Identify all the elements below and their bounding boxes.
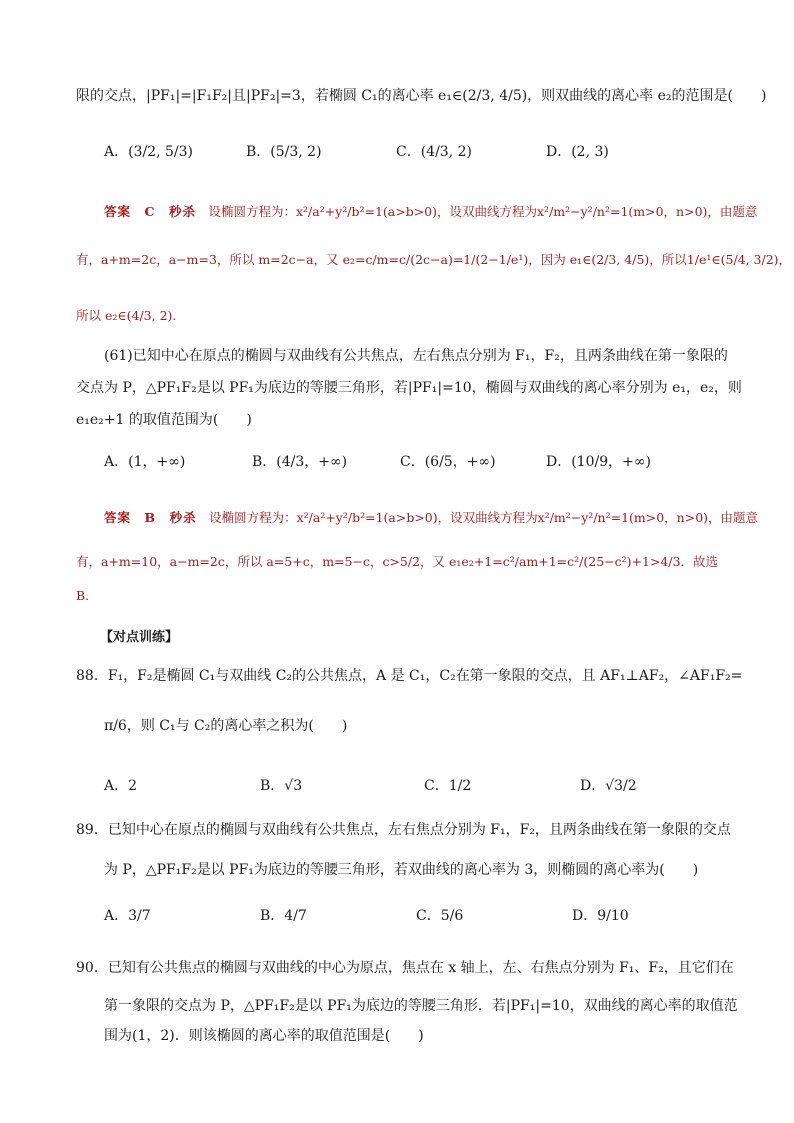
option-d: D．√3/2	[580, 778, 637, 794]
question-number: 88．	[76, 668, 108, 684]
question-90-line: 第一象限的交点为 P，△PF₁F₂是以 PF₁为底边的等腰三角形．若|PF₁|=10，双曲线的离心率的取值范	[104, 998, 738, 1014]
answer-line: 所以 e₂∈(4/3, 2).	[76, 308, 177, 323]
question-line: 已知有公共焦点的椭圆与双曲线的中心为原点，焦点在 x 轴上，左、右焦点分别为 F₁、F₂，且它们在	[107, 960, 734, 976]
option-c: C．(4/3, 2)	[396, 144, 472, 160]
option-b: B．(5/3, 2)	[246, 144, 322, 160]
question-89-line: 为 P，△PF₁F₂是以 PF₁为底边的等腰三角形，若双曲线的离心率为 3，则椭圆的离心率为( )	[104, 862, 699, 878]
question-90-line: 围为(1，2)．则该椭圆的离心率的取值范围是( )	[104, 1028, 424, 1044]
answer-line: 有，a+m=2c，a−m=3，所以 m=2c−a，又 e₂=c/m=c/(2c−a)=1/(2−1/e¹)，因为 e₁∈(2/3, 4/5)，所以1/e¹∈(5/4, 3/2)，	[76, 252, 792, 267]
question-61-line: (61)已知中心在原点的椭圆与双曲线有公共焦点，左右焦点分别为 F₁，F₂，且两条曲线在第一象限的	[104, 348, 728, 364]
question-continuation-line: 限的交点，|PF₁|=|F₁F₂|且|PF₂|=3，若椭圆 C₁的离心率 e₁∈(2/3, 4/5)，则双曲线的离心率 e₂的范围是( )	[76, 88, 767, 104]
question-number: 89．	[76, 822, 108, 838]
question-88	[76, 666, 743, 686]
answer-block-2	[104, 508, 759, 528]
question-90	[76, 958, 734, 978]
question-61-line: e₁e₂+1 的取值范围为( )	[76, 412, 252, 428]
option-a: A．3/7	[104, 908, 151, 924]
option-d: D．9/10	[572, 908, 629, 924]
options-row-88	[104, 776, 724, 816]
question-number: 90．	[76, 960, 108, 976]
section-heading: 【对点训练】	[100, 630, 179, 645]
answer-line: 有，a+m=10，a−m=2c，所以 a=5+c，m=5−c，c>5/2，又 e₁e₂+1=c²/am+1=c²/(25−c²)+1>4/3．故选	[76, 554, 719, 569]
option-c: C．(6/5，+∞)	[400, 454, 496, 470]
options-row-89	[104, 906, 724, 946]
question-89	[76, 820, 731, 840]
option-d: D．(2, 3)	[546, 144, 609, 160]
answer-block-1	[104, 202, 758, 222]
options-row-61	[104, 452, 724, 492]
option-a: A．(1，+∞)	[104, 454, 186, 470]
question-line: F₁，F₂是椭圆 C₁与双曲线 C₂的公共焦点，A 是 C₁，C₂在第一象限的交点，且 AF₁⊥AF₂，∠AF₁F₂=	[107, 668, 743, 684]
answer-line: 设椭圆方程为：x²/a²+y²/b²=1(a>b>0)，设双曲线方程为x²/m²−y²/n²=1(m>0，n>0)，由题意	[208, 204, 758, 219]
answer-tag: 答案 B 秒杀	[104, 510, 197, 525]
answer-line: B．	[76, 588, 98, 603]
option-b: B．4/7	[260, 908, 307, 924]
options-row-top	[104, 142, 724, 182]
answer-line: 设椭圆方程为：x²/a²+y²/b²=1(a>b>0)，设双曲线方程为x²/m²−y²/n²=1(m>0，n>0)，由题意	[209, 510, 759, 525]
option-a: A．2	[104, 778, 138, 794]
question-88-line: π/6，则 C₁与 C₂的离心率之积为( )	[104, 718, 348, 734]
option-c: C．5/6	[416, 908, 464, 924]
option-a: A．(3/2, 5/3)	[104, 144, 193, 160]
option-c: C．1/2	[424, 778, 472, 794]
option-d: D．(10/9，+∞)	[546, 454, 651, 470]
question-line: 已知中心在原点的椭圆与双曲线有公共焦点，左右焦点分别为 F₁，F₂，且两条曲线在第一象限的交点	[107, 822, 731, 838]
option-b: B．(4/3，+∞)	[252, 454, 348, 470]
option-b: B．√3	[260, 778, 303, 794]
question-61-line: 交点为 P，△PF₁F₂是以 PF₁为底边的等腰三角形，若|PF₁|=10，椭圆与双曲线的离心率分别为 e₁，e₂，则	[76, 380, 742, 396]
answer-tag: 答案 C 秒杀	[104, 204, 196, 219]
